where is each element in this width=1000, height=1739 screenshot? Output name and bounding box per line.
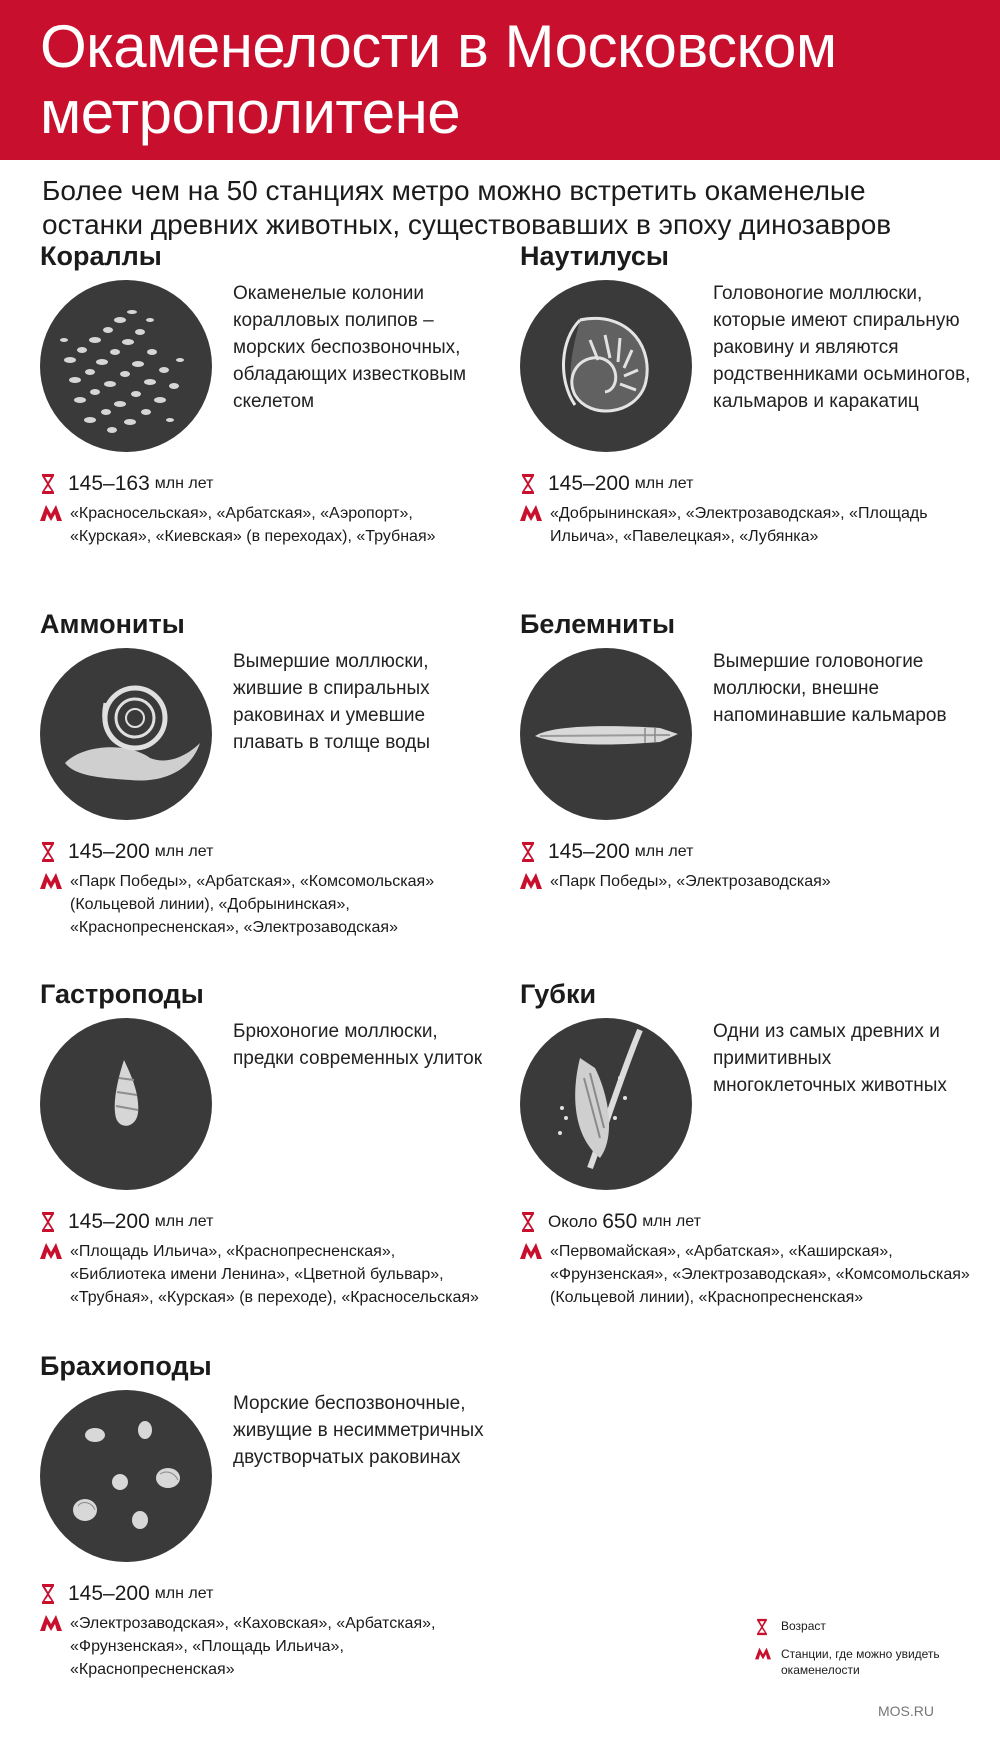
section-title: Кораллы — [40, 241, 162, 271]
age-unit: млн лет — [154, 475, 214, 492]
stations-row — [40, 502, 490, 548]
age-unit: млн лет — [634, 843, 694, 860]
section-belemnites — [520, 608, 990, 938]
metro-icon — [520, 1242, 542, 1260]
stations-list: «Добрынинская», «Электрозаводская», «Площадь Ильича», «Павелецкая», «Лубянка» — [550, 505, 928, 545]
stations-list: «Первомайская», «Арбатская», «Каширская», «Фрунзенская», «Электрозаводская», «Комсомольская» (Кольцевой линии), «Краснопресненская» — [550, 1243, 970, 1306]
section-corals — [40, 240, 510, 570]
hourglass-icon — [755, 1618, 771, 1636]
age-row — [40, 838, 213, 866]
age-row — [40, 470, 213, 498]
legend-age — [755, 1618, 975, 1636]
stations-list: «Парк Победы», «Арбатская», «Комсомольская» (Кольцевой линии), «Добрынинская», «Краснопресненская», «Электрозаводская» — [70, 873, 435, 936]
ammonite-fossil-icon — [40, 648, 212, 820]
stations-list: «Красносельская», «Арбатская», «Аэропорт», «Курская», «Киевская» (в переходах), «Трубная» — [70, 505, 436, 545]
age-row — [40, 1208, 213, 1236]
stations-row — [40, 1612, 490, 1681]
page-title: Окаменелости в Московском метрополитене — [40, 13, 837, 146]
age-value: 145–200 — [548, 840, 630, 863]
age-unit: млн лет — [154, 1213, 214, 1230]
metro-icon — [40, 1614, 62, 1632]
metro-icon — [520, 872, 542, 890]
metro-icon — [40, 504, 62, 522]
legend — [755, 1618, 975, 1688]
hourglass-icon — [520, 841, 536, 863]
coral-fossil-icon — [40, 280, 212, 452]
legend-age-label: Возраст — [781, 1619, 826, 1633]
hourglass-icon — [520, 1211, 536, 1233]
page-subtitle: Более чем на 50 станциях метро можно встретить окаменелые останки древних животных, существовавших в эпоху динозавров — [42, 175, 892, 240]
section-title: Белемниты — [520, 609, 676, 639]
hourglass-icon — [40, 473, 56, 495]
legend-stations — [755, 1646, 975, 1678]
section-title: Брахиоподы — [40, 1351, 212, 1381]
section-description: Одни из самых древних и примитивных многоклеточных животных — [713, 1021, 947, 1096]
age-value: 145–200 — [548, 472, 630, 495]
stations-row — [520, 502, 970, 548]
age-value: 145–200 — [68, 1210, 150, 1233]
belemnite-fossil-icon — [520, 648, 692, 820]
section-title: Гастроподы — [40, 979, 204, 1009]
gastropod-fossil-icon — [40, 1018, 212, 1190]
hourglass-icon — [40, 1211, 56, 1233]
section-nautiluses — [520, 240, 990, 570]
nautilus-fossil-icon — [520, 280, 692, 452]
section-sponges — [520, 978, 990, 1308]
section-gastropods — [40, 978, 510, 1308]
section-title: Наутилусы — [520, 241, 669, 271]
title-banner — [0, 0, 1000, 160]
age-row — [520, 1208, 701, 1236]
stations-row — [520, 870, 970, 893]
hourglass-icon — [40, 841, 56, 863]
section-title: Губки — [520, 979, 597, 1009]
stations-list: «Площадь Ильича», «Краснопресненская», «Библиотека имени Ленина», «Цветной бульвар», «Трубная», «Курская» (в переходе), «Красносельская» — [70, 1243, 479, 1306]
legend-stations-label: Станции, где можно увидеть окаменелости — [781, 1647, 940, 1677]
brachiopod-fossil-icon — [40, 1390, 212, 1562]
age-value: 145–163 — [68, 472, 150, 495]
age-row — [520, 838, 693, 866]
stations-list: «Парк Победы», «Электрозаводская» — [550, 873, 831, 890]
metro-icon — [40, 872, 62, 890]
age-row — [40, 1580, 213, 1608]
section-ammonites — [40, 608, 510, 938]
metro-icon — [520, 504, 542, 522]
section-description: Брюхоногие моллюски, предки современных улиток — [233, 1021, 483, 1069]
age-value: 650 — [602, 1210, 638, 1233]
stations-row — [520, 1240, 970, 1309]
metro-icon — [40, 1242, 62, 1260]
section-description: Морские беспозвоночные, живущие в несимметричных двустворчатых раковинах — [233, 1393, 484, 1468]
age-value: 145–200 — [68, 840, 150, 863]
stations-row — [40, 870, 490, 939]
hourglass-icon — [520, 473, 536, 495]
age-value: 145–200 — [68, 1582, 150, 1605]
metro-icon — [755, 1646, 771, 1661]
source-label: MOS.RU — [878, 1703, 934, 1719]
section-description: Вымершие моллюски, жившие в спиральных раковинах и умевшие плавать в толще воды — [233, 651, 430, 753]
sponge-fossil-icon — [520, 1018, 692, 1190]
section-description: Головоногие моллюски, которые имеют спиральную раковину и являются родственниками осьминогов, кальмаров и каракатиц — [713, 283, 971, 412]
section-title: Аммониты — [40, 609, 185, 639]
age-unit: млн лет — [154, 1585, 214, 1602]
stations-list: «Электрозаводская», «Каховская», «Арбатская», «Фрунзенская», «Площадь Ильича», «Краснопресненская» — [70, 1615, 436, 1678]
stations-row — [40, 1240, 490, 1309]
section-brachiopods — [40, 1350, 510, 1680]
age-unit: млн лет — [154, 843, 214, 860]
age-row — [520, 470, 693, 498]
section-description: Окаменелые колонии коралловых полипов – морских беспозвоночных, обладающих известковым скелетом — [233, 283, 467, 412]
age-unit: млн лет — [642, 1213, 701, 1230]
hourglass-icon — [40, 1583, 56, 1605]
age-prefix: Около — [548, 1212, 603, 1231]
age-unit: млн лет — [634, 475, 694, 492]
section-description: Вымершие головоногие моллюски, внешне напоминавшие кальмаров — [713, 651, 947, 726]
